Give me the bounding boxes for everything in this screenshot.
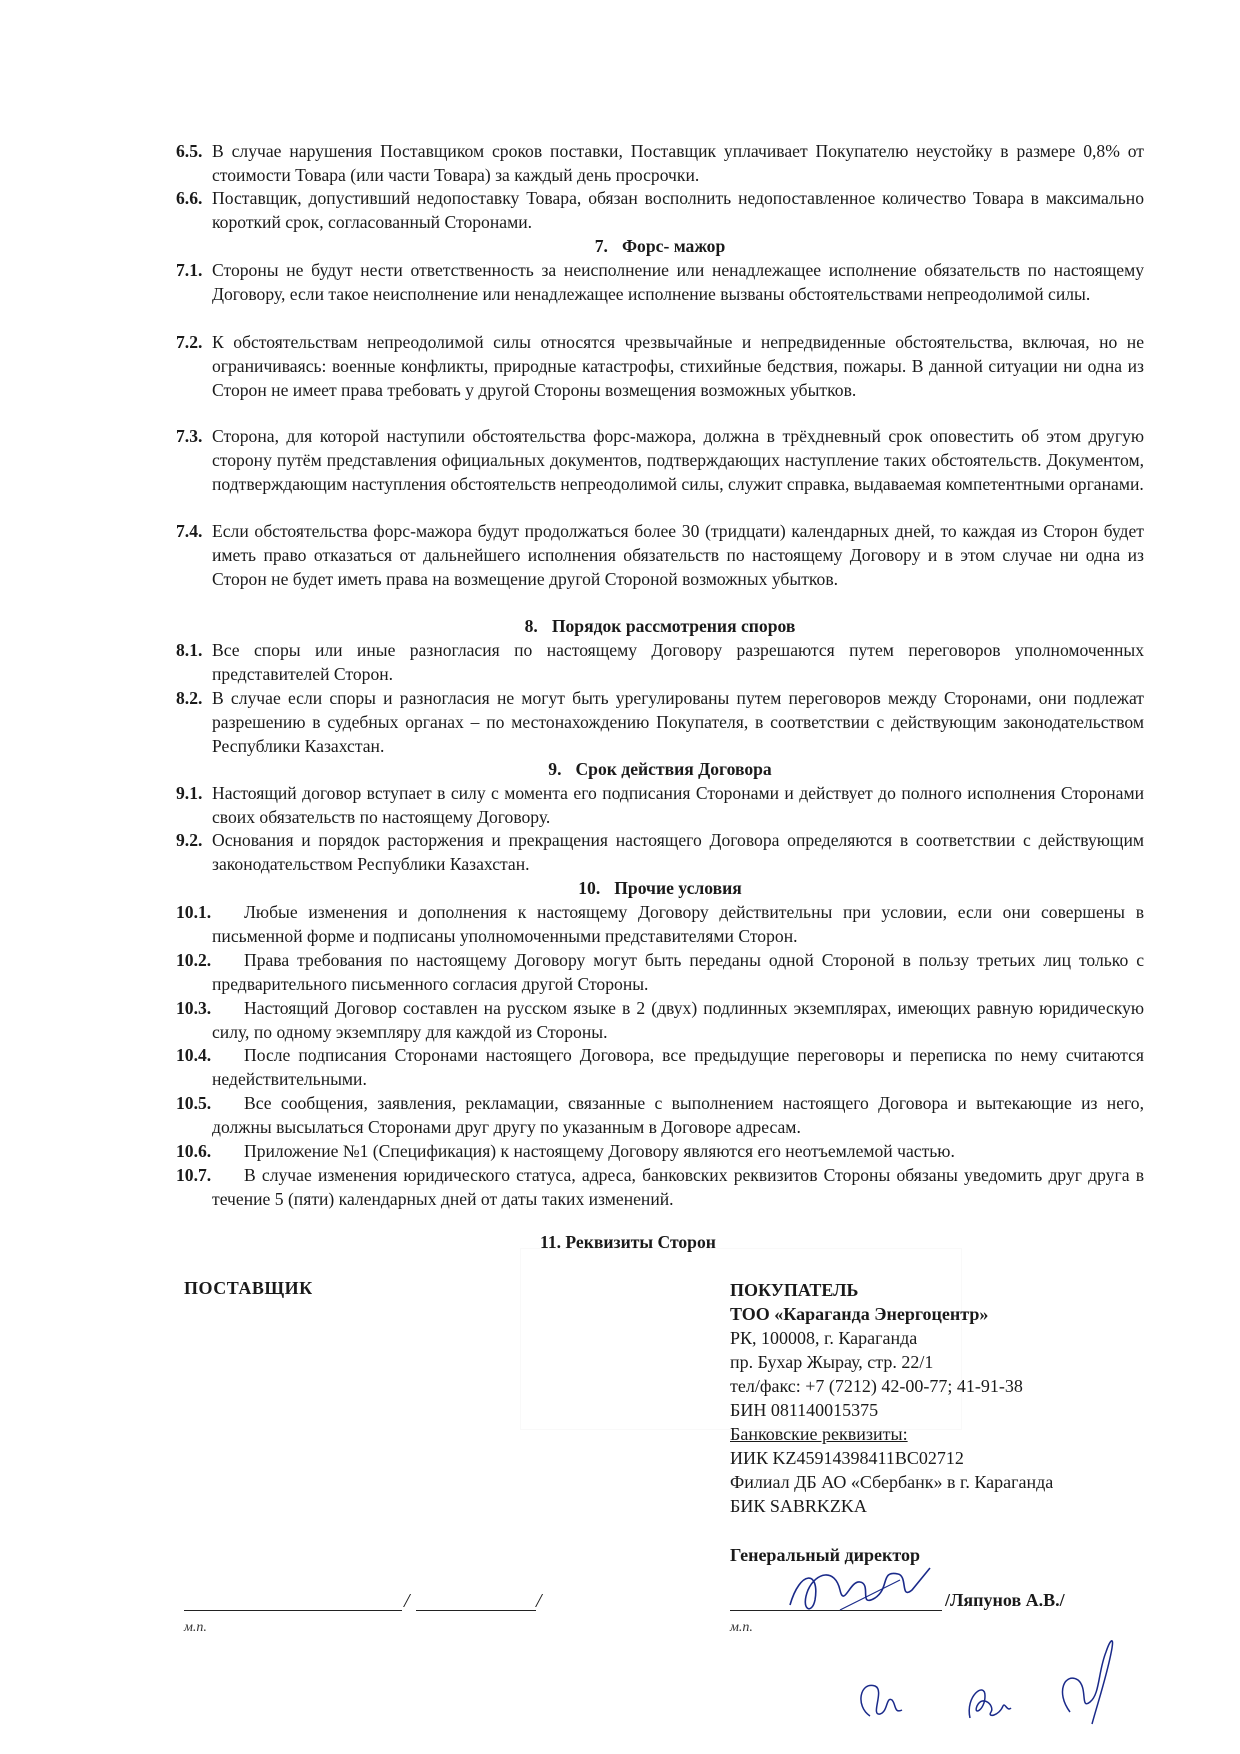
supplier-signature-line <box>184 1610 402 1611</box>
bank-details-label: Банковские реквизиты: <box>730 1424 908 1444</box>
heading-number: 10. <box>578 878 601 898</box>
clause-text: После подписания Сторонами настоящего Договора, все предыдущие переговоры и переписка по нему считаются недействительными. <box>212 1045 1144 1089</box>
clause-number: 10.7. <box>176 1165 212 1185</box>
clause-text: Поставщик, допустивший недопоставку Товара, обязан восполнить недопоставленное количество Товара в максимально короткий срок, согласованный Сторонами. <box>212 188 1144 232</box>
director-signature <box>780 1560 940 1620</box>
buyer-iik: ИИК KZ45914398411BC02712 <box>730 1448 964 1468</box>
clause-text: Приложение №1 (Спецификация) к настоящему Договору являются его неотъемлемой частью. <box>244 1141 955 1161</box>
clause-9-2 <box>176 828 1144 876</box>
buyer-phone: тел/факс: +7 (7212) 42-00-77; 41-91-38 <box>730 1376 1023 1396</box>
clause-number: 9.1. <box>176 783 203 803</box>
heading-number: 9. <box>548 759 562 779</box>
buyer-block <box>730 1278 1053 1518</box>
clause-number: 7.3. <box>176 426 203 446</box>
clause-10-7 <box>176 1163 1144 1211</box>
clause-text: В случае изменения юридического статуса, адреса, банковских реквизитов Стороны обязаны уведомить друг друга в течение 5 (пяти) календарных дней от даты таких изменений. <box>212 1165 1144 1209</box>
heading-number: 7. <box>594 236 608 256</box>
clause-number: 10.4. <box>176 1045 212 1065</box>
requisites-title: 11. Реквизиты Сторон <box>540 1232 716 1252</box>
section-heading-8 <box>176 614 1144 638</box>
clause-text: Сторона, для которой наступили обстоятельства форс-мажора, должна в трёхдневный срок оповестить об этом другую сторону путём представления официальных документов, подтверждающих наступление таких обстоятельств. Документом, подтверждающим наступления обстоятельств непреодолимой силы, служит справка, выдаваемая компетентными органами. <box>212 426 1144 494</box>
clause-text: В случае если споры и разногласия не могут быть урегулированы путем переговоров между Сторонами, они подлежат разрешению в судебных органах – по местонахождению Покупателя, в соответствии с действующим законодательством Республики Казахстан. <box>212 688 1144 756</box>
clause-text: Все споры или иные разногласия по настоящему Договору разрешаются путем переговоров уполномоченных представителей Сторон. <box>212 640 1144 684</box>
clause-text: Любые изменения и дополнения к настоящему Договору действительны при условии, если они совершены в письменной форме и подписаны уполномоченными представителями Сторон. <box>212 902 1144 946</box>
signature-separator: / <box>536 1590 542 1612</box>
clause-text: К обстоятельствам непреодолимой силы относятся чрезвычайные и непредвиденные обстоятельства, включая, но не ограничиваясь: военные конфликты, природные катастрофы, стихийные бедствия, пожары. В данной ситуации ни одна из Сторон не имеет права требовать у другой Стороны возмещения возможных убытков. <box>212 332 1144 400</box>
clause-number: 10.5. <box>176 1093 212 1113</box>
buyer-address-line1: РК, 100008, г. Караганда <box>730 1328 918 1348</box>
buyer-label: ПОКУПАТЕЛЬ <box>730 1280 859 1300</box>
director-title: Генеральный директор <box>730 1545 920 1565</box>
clause-8-1 <box>176 638 1144 686</box>
clause-7-4 <box>176 519 1144 591</box>
stamp-place-right: м.п. <box>730 1620 753 1635</box>
clause-10-2 <box>176 948 1144 996</box>
clause-text: Все сообщения, заявления, рекламации, связанные с выполнением настоящего Договора и вытекающие из него, должны высылаться Сторонами друг другу по указанным в Договоре адресам. <box>212 1093 1144 1137</box>
initial-signature-2 <box>955 1676 1015 1726</box>
bank-branch: Филиал ДБ АО «Сбербанк» в г. Караганда <box>730 1472 1054 1492</box>
section-heading-10 <box>176 876 1144 900</box>
clause-8-2 <box>176 686 1144 758</box>
stamp-place-left: м.п. <box>184 1620 207 1635</box>
clause-10-6 <box>176 1139 1144 1163</box>
clause-number: 8.2. <box>176 688 203 708</box>
clause-9-1 <box>176 781 1144 829</box>
supplier-name-line <box>416 1610 536 1611</box>
clause-10-4 <box>176 1043 1144 1091</box>
initial-signature-1 <box>850 1676 910 1726</box>
clause-6-5 <box>176 139 1144 187</box>
clause-number: 10.2. <box>176 950 212 970</box>
heading-number: 8. <box>524 616 538 636</box>
clause-number: 7.4. <box>176 521 203 541</box>
section-heading-7 <box>176 234 1144 258</box>
clause-number: 10.1. <box>176 902 212 922</box>
clause-text: В случае нарушения Поставщиком сроков поставки, Поставщик уплачивает Покупателю неустойку в размере 0,8% от стоимости Товара (или части Товара) за каждый день просрочки. <box>212 141 1144 185</box>
section-heading-9 <box>176 757 1144 781</box>
clause-number: 6.6. <box>176 188 203 208</box>
heading-text: Прочие условия <box>614 878 742 898</box>
clause-7-3 <box>176 424 1144 496</box>
clause-number: 9.2. <box>176 830 203 850</box>
supplier-label: ПОСТАВЩИК <box>184 1278 313 1298</box>
clause-text: Настоящий договор вступает в силу с момента его подписания Сторонами и действует до полного исполнения Сторонами своих обязательств по настоящему Договору. <box>212 783 1144 827</box>
clause-number: 7.1. <box>176 260 203 280</box>
clause-10-3 <box>176 996 1144 1044</box>
clause-text: Настоящий Договор составлен на русском языке в 2 (двух) подлинных экземплярах, имеющих равную юридическую силу, по одному экземпляру для каждой из Стороны. <box>212 998 1144 1042</box>
clause-10-5 <box>176 1091 1144 1139</box>
clause-6-6 <box>176 186 1144 234</box>
clause-text: Основания и порядок расторжения и прекращения настоящего Договора определяются в соответствии с действующим законодательством Республики Казахстан. <box>212 830 1144 874</box>
clause-7-2 <box>176 330 1144 402</box>
heading-text: Порядок рассмотрения споров <box>551 616 796 636</box>
clause-number: 10.6. <box>176 1141 212 1161</box>
signatory-name: /Ляпунов А.В./ <box>945 1590 1065 1610</box>
clause-text: Если обстоятельства форс-мажора будут продолжаться более 30 (тридцати) календарных дней, то каждая из Сторон будет иметь право отказаться от дальнейшего исполнения обязательств по настоящему Договору и в этом случае ни одна из Сторон не будет иметь права на возмещение другой Стороной возможных убытков. <box>212 521 1144 589</box>
clause-number: 8.1. <box>176 640 203 660</box>
heading-text: Форс- мажор <box>621 236 726 256</box>
buyer-bik: БИК SABRKZKA <box>730 1496 867 1516</box>
clause-number: 7.2. <box>176 332 203 352</box>
buyer-name: ТОО «Караганда Энергоцентр» <box>730 1304 989 1324</box>
signature-separator: / <box>404 1590 410 1612</box>
clause-10-1 <box>176 900 1144 948</box>
buyer-address-line2: пр. Бухар Жырау, стр. 22/1 <box>730 1352 934 1372</box>
clause-7-1 <box>176 258 1144 306</box>
clause-number: 6.5. <box>176 141 203 161</box>
buyer-bin: БИН 081140015375 <box>730 1400 879 1420</box>
clause-text: Права требования по настоящему Договору могут быть переданы одной Стороной в пользу третьих лиц только с предварительного письменного согласия другой Стороны. <box>212 950 1144 994</box>
heading-text: Срок действия Договора <box>575 759 772 779</box>
initial-signature-3 <box>1050 1632 1120 1732</box>
clause-text: Стороны не будут нести ответственность за неисполнение или ненадлежащее исполнение обязательств по настоящему Договору, если такое неисполнение или ненадлежащее исполнение вызваны обстоятельствами непреодолимой силы. <box>212 260 1144 304</box>
clause-number: 10.3. <box>176 998 212 1018</box>
